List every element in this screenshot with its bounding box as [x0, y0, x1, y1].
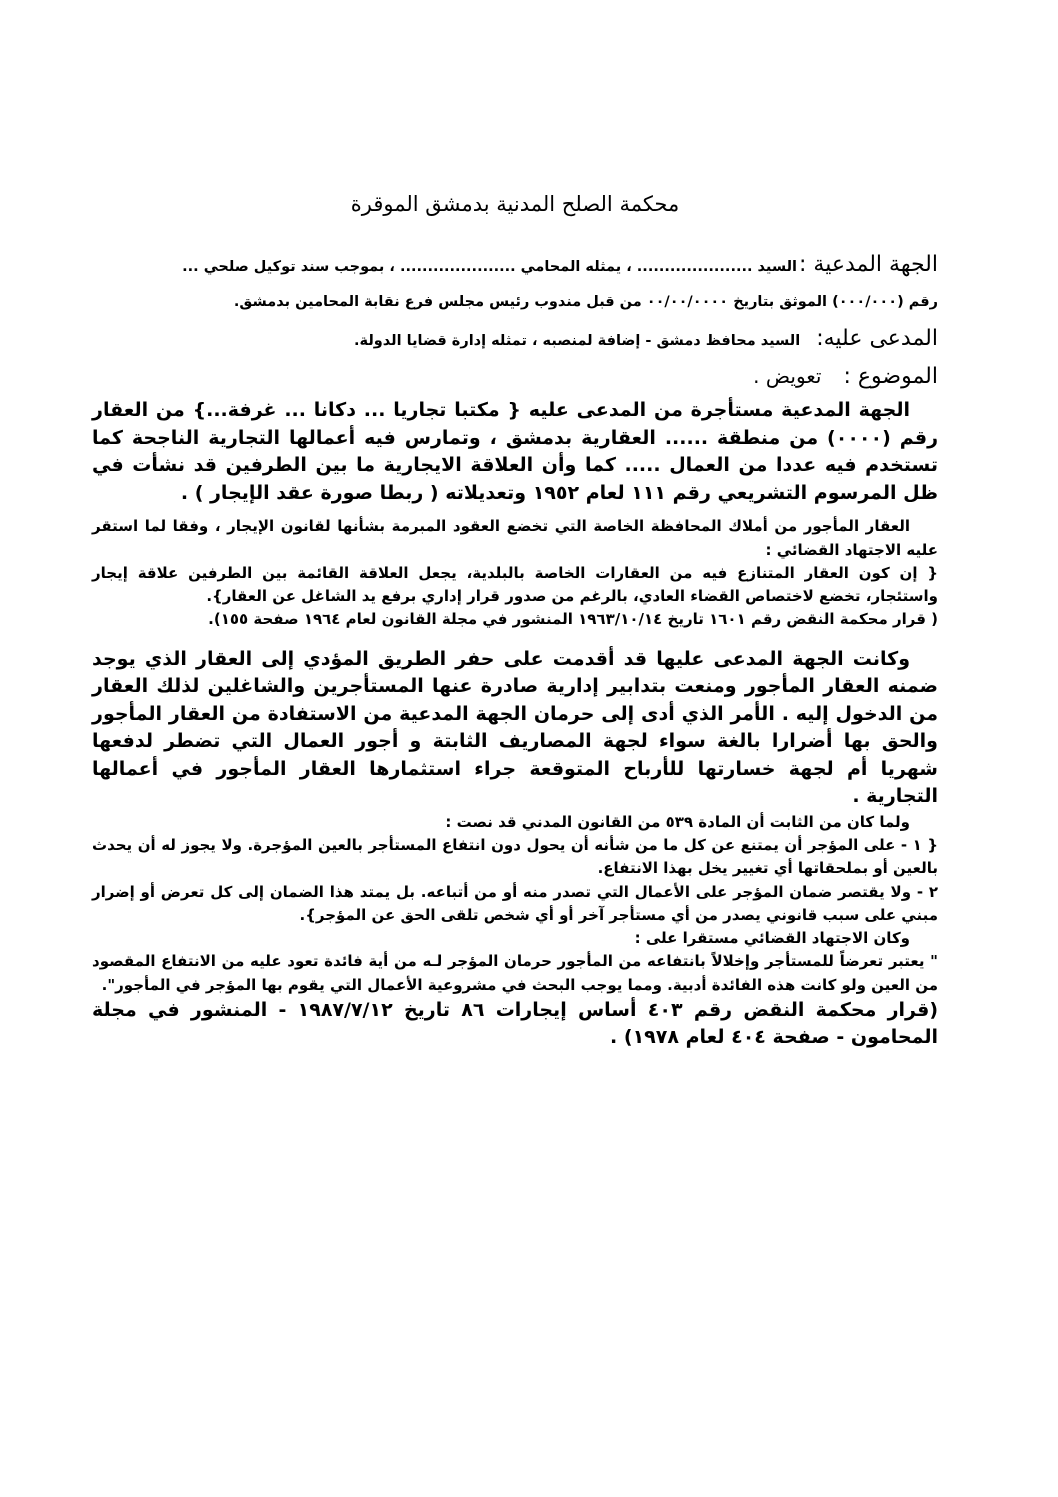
paragraph-lease: الجهة المدعية مستأجرة من المدعى عليه { مكتبا تجاريا ... دكانا ... غرفة...} من العقار رقم (٠٠٠٠) من منطقة ...... العقارية بدمشق ، وتمارس فيه أعمالها التجارية الناجحة كما تستخدم فيه عددا من العمال ..... كما وأن العلاقة الايجارية ما بين الطرفين قد نشأت في ظل المرسوم التشريعي رقم ١١١ لعام ١٩٥٢ وتعديلاته ( ربطا صورة عقد الإيجار ) .: [92, 399, 939, 504]
plaintiff-label: الجهة المدعية :: [799, 252, 938, 277]
plaintiff-continuation: رقم (٠٠٠/٠٠٠) الموثق بتاريخ ٠٠/٠٠/٠٠٠٠ من قبل مندوب رئيس مجلس فرع نقابة المحامين بدمشق.: [233, 294, 938, 311]
paragraph-jurisprudence: وكان الاجتهاد القضائي مستقرا على :: [634, 929, 910, 948]
paragraph-property: العقار المأجور من أملاك المحافظة الخاصة التي تخضع العقود المبرمة بشأنها لقانون الإيجار ، وفقا لما استقر عليه الاجتهاد القضائي :: [92, 517, 938, 559]
paragraph-article-539: ولما كان من الثابت أن المادة ٥٣٩ من القانون المدني قد نصت :: [445, 812, 910, 831]
quote-article-clause-1: { ١ - على المؤجر أن يمتنع عن كل ما من شأنه أن يحول دون انتفاع المستأجر بالعين المؤجرة. ولا يجوز له أن يحدث بالعين أو بملحقاتها أي تغيير يخل بهذا الانتفاع.: [92, 836, 938, 878]
page-title: محكمة الصلح المدنية بدمشق الموقرة: [350, 192, 680, 216]
defendant-label: المدعى عليه:: [816, 325, 938, 351]
subject-row: [92, 364, 938, 389]
defendant-text: السيد محافظ دمشق - إضافة لمنصبه ، تمثله إدارة قضايا الدولة.: [354, 332, 801, 349]
quote-article-clause-2: ٢ - ولا يقتصر ضمان المؤجر على الأعمال التي تصدر منه أو من أتباعه. بل يمتد هذا الضمان إلى كل تعرض أو إضرار مبني على سبب قانوني يصدر من أي مستأجر آخر أو أي شخص تلقى الحق عن المؤجر}.: [92, 882, 938, 924]
subject-label: الموضوع :: [843, 364, 938, 390]
citation-2: (قرار محكمة النقض رقم ٤٠٣ أساس إيجارات ٨٦ تاريخ ١٩٨٧/٧/١٢ - المنشور في مجلة المحامون - صفحة ٤٠٤ لعام ١٩٧٨) .: [92, 998, 939, 1049]
defendant-row: [92, 326, 938, 354]
plaintiff-row: [92, 252, 938, 280]
quote-jurisprudence-1: { إن كون العقار المتنازع فيه من العقارات الخاصة بالبلدية، يجعل العلاقة القائمة بين الطرفين علاقة إيجار واستئجار، تخضع لاختصاص القضاء العادي، بالرغم من صدور قرار إداري برفع يد الشاغل عن العقار}.: [92, 563, 938, 606]
subject-text: تعويض .: [753, 364, 822, 389]
plaintiff-text: السيد ..................... ، يمثله المحامي ..................... ، بموجب سند توكيل صلحي ...: [182, 259, 797, 275]
paragraph-damages: وكانت الجهة المدعى عليها قد أقدمت على حفر الطريق المؤدي إلى العقار الذي يوجد ضمنه العقار المأجور ومنعت بتدابير إدارية صادرة عنها المستأجرين والشاغلين لذلك العقار من الدخول إليه . الأمر الذي أدى إلى حرمان الجهة المدعية من الاستفادة من العقار المأجور والحق بها أضرارا بالغة سواء لجهة المصاريف الثابتة و أجور العمال التي تضطر لدفعها شهريا أم لجهة خسارتها للأرباح المتوقعة جراء استثمارها العقار المأجور في أعمالها التجارية .: [92, 647, 938, 808]
citation-1: ( قرار محكمة النقض رقم ١٦٠١ تاريخ ١٩٦٣/١٠/١٤ المنشور في مجلة القانون لعام ١٩٦٤ صفحة ١٥٥).: [208, 610, 938, 629]
quote-jurisprudence-2: " يعتبر تعرضاً للمستأجر وإخلالاً بانتفاعه من المأجور حرمان المؤجر لـه من أية فائدة تعود عليه من الانتفاع المقصود من العين ولو كانت هذه الفائدة أدبية. ومما يوجب البحث في مشروعية الأعمال التي يقوم بها المؤجر في المأجور".: [92, 952, 938, 994]
